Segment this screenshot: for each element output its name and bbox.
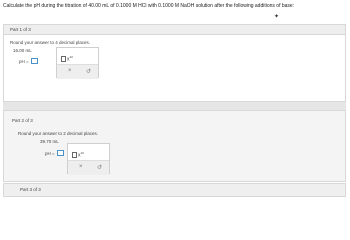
part-2-ph-label: pH = <box>45 151 55 156</box>
close-icon[interactable]: × <box>79 164 83 170</box>
part-2-instruction: Round your answer to 2 decimal places. <box>18 131 99 136</box>
part-1-ph-label: pH = <box>19 59 29 64</box>
part-3-label: Part 3 of 3 <box>20 187 41 192</box>
part-3-panel <box>3 183 346 197</box>
part-1-ph-input[interactable] <box>31 58 38 64</box>
scientific-notation-button[interactable]: $x^{10}$ <box>61 55 73 63</box>
part-2-volume: 39.70 mL <box>40 139 59 144</box>
close-icon[interactable]: × <box>68 68 72 74</box>
part-2-panel <box>3 110 346 182</box>
part-1-panel <box>3 24 346 102</box>
undo-icon[interactable]: ↺ <box>97 165 103 171</box>
part-1-answer-toolbar <box>56 47 99 78</box>
part-1-label: Part 1 of 3 <box>10 27 31 32</box>
part-2-answer-toolbar <box>67 143 110 174</box>
cursor-icon: ✦ <box>274 14 280 20</box>
part-2-label: Part 2 of 3 <box>12 118 33 123</box>
part-1-header <box>4 25 345 35</box>
section-divider <box>3 102 346 110</box>
scientific-notation-button[interactable]: $x^{10}$ <box>72 151 84 159</box>
part-1-instruction: Round your answer to 4 decimal places. <box>10 40 91 45</box>
undo-icon[interactable]: ↺ <box>86 69 92 75</box>
part-2-ph-input[interactable] <box>57 150 64 156</box>
problem-statement: Calculate the pH during the titration of 40.00 mL of 0.1000 M HCl with 0.1000 M NaOH solution after the following additions of base: <box>3 3 295 9</box>
part-1-volume: 16.00 mL <box>13 48 32 53</box>
